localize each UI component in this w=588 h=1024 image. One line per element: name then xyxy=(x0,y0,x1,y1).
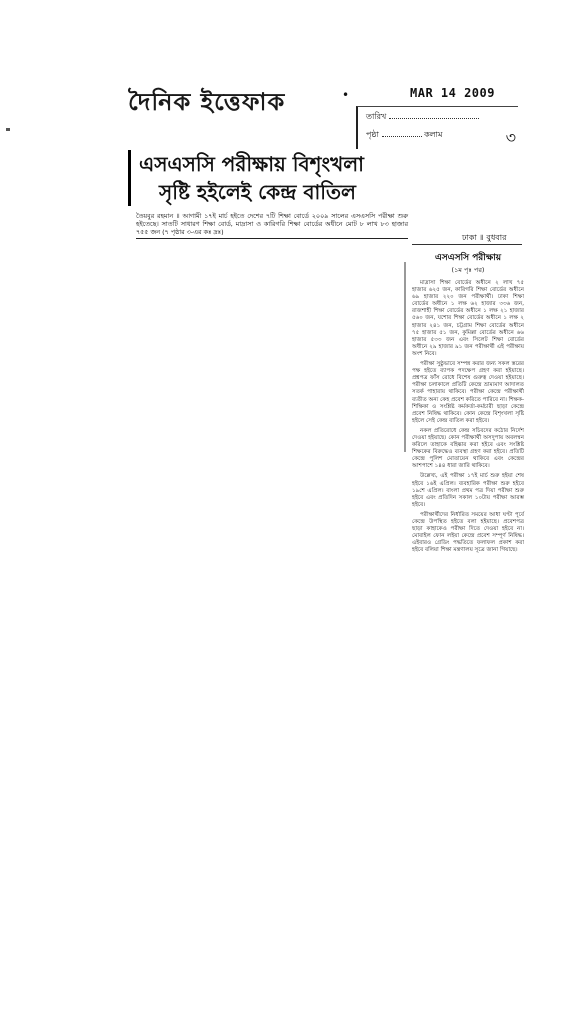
stamp-page-number: ৩ xyxy=(505,128,516,147)
body-paragraph-3: নকল প্রতিরোধে কেন্দ্র সচিবদের কঠোর নির্দেশ দেওয়া হইয়াছে। কোন পরীক্ষার্থী অসদুপায় অবলম্বন করিলে তাহাকে বহিষ্কার করা হইবে এবং সংশ্লিষ্ট শিক্ষকের বিরুদ্ধেও ব্যবস্থা গ্রহণ করা হইবে। প্রতিটি কেন্দ্রে পুলিশ মোতায়েন থাকিবে এবং কেন্দ্রের আশপাশে ১৪৪ ধারা জারি থাকিবে। xyxy=(412,427,524,470)
continuation-body xyxy=(412,280,524,554)
column-margin-bar xyxy=(404,262,406,452)
body-paragraph-5: পরীক্ষার্থীদের নির্ধারিত সময়ের আধা ঘণ্টা পূর্বে কেন্দ্রে উপস্থিত হইতে বলা হইয়াছে। প্রবেশপত্র ছাড়া কাহাকেও পরীক্ষা দিতে দেওয়া হইবে না। মোবাইল ফোন লইয়া কেন্দ্রে প্রবেশ সম্পূর্ণ নিষিদ্ধ। এইবারও গ্রেডিং পদ্ধতিতে ফলাফল প্রকাশ করা হইবে বলিয়া শিক্ষা মন্ত্রণালয় সূত্রে জানা গিয়াছে। xyxy=(412,511,524,554)
headline-line-2: সৃষ্টি হইলেই কেন্দ্র বাতিল xyxy=(159,180,356,204)
stamp-date-row xyxy=(366,111,479,124)
body-paragraph-1: মাদ্রাসা শিক্ষা বোর্ডের অধীনে ২ লাখ ৭৫ হাজার ৬২৫ জন, কারিগরি শিক্ষা বোর্ডের অধীনে ৬৯ হাজার ২২০ জন পরীক্ষার্থী। ঢাকা শিক্ষা বোর্ডের অধীনে ১ লক্ষ ৬২ হাজার ৩৩৬ জন, রাজশাহী শিক্ষা বোর্ডের অধীনে ১ লক্ষ ২১ হাজার ৫৬০ জন, যশোর শিক্ষা বোর্ডের অধীনে ১ লক্ষ ২ হাজার ২৪১ জন, চট্টগ্রাম শিক্ষা বোর্ডের অধীনে ৭৫ হাজার ৫১ জন, কুমিল্লা বোর্ডের অধীনে ৬৬ হাজার ৫৩৩ জন এবং সিলেট শিক্ষা বোর্ডের অধীনে ২৯ হাজার ৯১ জন পরীক্ষার্থী এই পরীক্ষায় অংশ নিবে। xyxy=(412,280,524,357)
margin-mark xyxy=(6,128,10,131)
stamp-page-row xyxy=(366,129,442,142)
stamp-date-line xyxy=(389,111,479,119)
newspaper-masthead: দৈনিক ইত্তেফাক xyxy=(128,87,286,116)
body-paragraph-4: উল্লেখ্য, এই পরীক্ষা ১৭ই মার্চ শুরু হইয়া শেষ হইবে ১৬ই এপ্রিল। ব্যবহারিক পরীক্ষা শুরু হইবে ১৯শে এপ্রিল। বাংলা প্রথম পত্র দিয়া পরীক্ষা শুরু হইবে এবং প্রতিদিন সকাল ১০টায় পরীক্ষা আরম্ভ হইবে। xyxy=(412,473,524,508)
stamp-page-line xyxy=(382,129,422,137)
body-paragraph-2: পরীক্ষা সুষ্ঠুভাবে সম্পন্ন করার জন্য সকল স্তরের পক্ষ হইতে ব্যাপক পদক্ষেপ গ্রহণ করা হইয়াছে। প্রশ্নপত্র ফাঁস রোধে বিশেষ গুরুত্ব দেওয়া হইয়াছে। পরীক্ষা চলাকালে প্রতিটি কেন্দ্রে ভ্রাম্যমাণ আদালত সতর্ক পাহারায় থাকিবে। পরীক্ষা কেন্দ্রে পরীক্ষার্থী ব্যতীত অন্য কেহ প্রবেশ করিতে পারিবে না। শিক্ষক-শিক্ষিকা ও সংশ্লিষ্ট কর্মকর্তা-কর্মচারী ছাড়া কেন্দ্রে প্রবেশ নিষিদ্ধ থাকিবে। কোন কেন্দ্রে বিশৃংখলা সৃষ্টি হইলে সেই কেন্দ্র বাতিল করা হইবে। xyxy=(412,361,524,424)
column-separator xyxy=(412,244,522,245)
masthead-ornament: • xyxy=(342,88,350,102)
stamp-date-label: তারিখ xyxy=(366,112,387,121)
article-headline xyxy=(139,150,425,206)
continuation-subtitle: (১ম পৃঃ পর) xyxy=(451,266,485,274)
continuation-title: এসএসসি পরীক্ষায় xyxy=(434,253,502,263)
continuation-column xyxy=(412,250,524,557)
headline-line-1: এসএসসি পরীক্ষায় বিশৃংখলা xyxy=(139,152,364,176)
stamp-column-label: কলাম xyxy=(424,130,443,139)
date-stamp: MAR 14 2009 xyxy=(410,86,495,100)
headline-block xyxy=(128,150,425,206)
lead-paragraph xyxy=(136,212,408,239)
dateline: ঢাকা ॥ বুধবার xyxy=(462,233,507,242)
lead-rule xyxy=(136,238,408,239)
lead-continuation: (৭ পৃষ্ঠার ৩-এর কঃ দ্রঃ) xyxy=(162,228,224,236)
stamp-page-label: পৃষ্ঠা xyxy=(366,130,379,139)
clipping-stamp-box xyxy=(356,106,518,149)
lead-text: তৈয়বুর রহমান ॥ আগামী ১৭ই মার্চ হইতে দেশের ৭টি শিক্ষা বোর্ডে ২০০৯ সালের এসএসসি পরীক্ষা শুরু হইতেছে। সাতটি সাধারণ শিক্ষা বোর্ড, মাদ্রাসা ও কারিগরি শিক্ষা বোর্ডের অধীনে মোট ৮ লাখ ৮৩ হাজার ৭৫৫ জন xyxy=(136,212,408,236)
